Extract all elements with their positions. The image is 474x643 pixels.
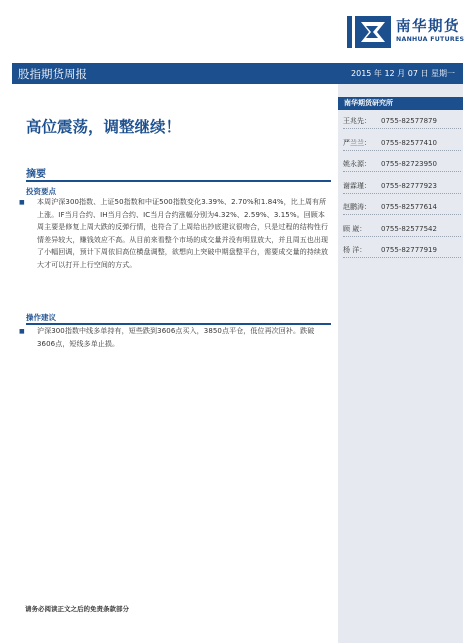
contact-phone: 0755-82723950 <box>381 160 437 168</box>
research-title: 南华期货研究所 <box>338 97 463 110</box>
contact-row <box>343 181 461 195</box>
contact-phone: 0755-82777923 <box>381 181 437 190</box>
contact-name: 严兰兰： <box>343 138 371 147</box>
research-panel <box>338 84 463 643</box>
contact-name: 顾 崴： <box>343 224 367 233</box>
contact-row <box>343 245 461 259</box>
contact-divider <box>343 193 461 194</box>
contact-phone: 0755-82577879 <box>381 117 437 125</box>
square-bullet-icon: ■ <box>19 199 25 206</box>
contact-phone: 0755-82577542 <box>381 224 437 233</box>
contact-row <box>343 202 461 216</box>
contact-phone: 0755-82777919 <box>381 246 437 254</box>
report-date: 2015 年 12 月 07 日 星期一 <box>351 69 455 78</box>
contact-row <box>343 159 461 173</box>
contact-name: 姚永源： <box>343 160 371 168</box>
points-heading: 投资要点 <box>26 187 56 196</box>
contact-name: 王兆先： <box>343 117 371 125</box>
contact-divider <box>343 128 461 129</box>
summary-divider <box>26 180 331 182</box>
contact-phone: 0755-82577614 <box>381 203 437 211</box>
contact-divider <box>343 257 461 258</box>
report-title: 高位震荡，调整继续！ <box>26 118 182 136</box>
points-paragraph: 本周沪深300指数、上证50指数和中证500指数变化3.39%、2.70%和1.84%，比上周有所上涨。IF当月合约、IH当月合约、IC当月合约涨幅分别为4.32%、2.59%、3.15%。回顾本周主要是修复上周大跌的反弹行情，也符合了上周给出抄底建议很吻合，只是过程的结构性行情差异较大，赚钱效应不高。从目前来看整个市场的成交量并没有明显放大，并且周五也出现了小幅回调，预计下周依旧高位横盘调整，欲想向上突破中期盘整平台，需要成交量的持续放大才可以打开上行空间的方式。 <box>37 198 329 269</box>
contact-row <box>343 116 461 130</box>
contact-divider <box>343 150 461 151</box>
contact-row <box>343 224 461 238</box>
disclaimer-footer: 请务必阅读正文之后的免责条款部分 <box>25 605 129 613</box>
brand-name-cn: 南华期货 <box>396 19 460 35</box>
brand-name-en: NANHUA FUTURES <box>396 36 465 43</box>
contact-divider <box>343 214 461 215</box>
report-type: 股指期货周报 <box>18 67 87 81</box>
nanhua-logo-icon <box>347 14 391 50</box>
ops-heading: 操作建议 <box>26 313 56 322</box>
contact-divider <box>343 236 461 237</box>
report-header-bar <box>12 63 463 84</box>
contact-name: 杨 洋： <box>343 246 367 254</box>
ops-paragraph: 沪深300指数中线多单持有，短些跌到3606点买入，3850点平仓，低位再次回补。跌破3606点，短线多单止损。 <box>37 327 315 348</box>
contact-divider <box>343 171 461 172</box>
summary-heading: 摘要 <box>26 169 46 180</box>
contact-phone: 0755-82577410 <box>381 138 437 147</box>
square-bullet-icon: ■ <box>19 328 25 335</box>
contact-name: 赵鹏涛： <box>343 203 371 211</box>
contact-row <box>343 138 461 152</box>
contact-name: 谢霖瑾： <box>343 181 371 190</box>
